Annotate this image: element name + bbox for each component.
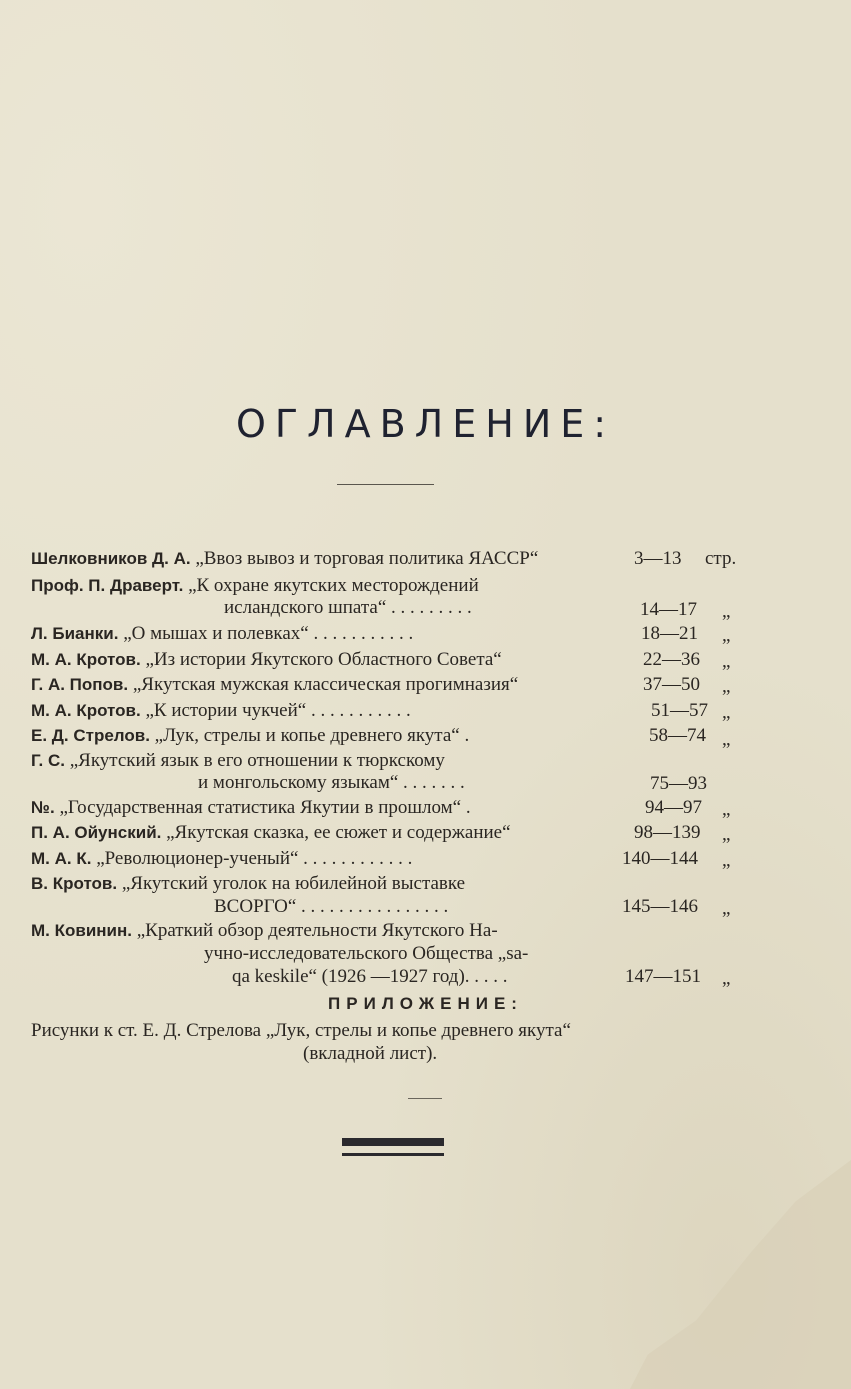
- toc-author: М. А. К.: [31, 849, 92, 868]
- ornament-rule-thick: [342, 1138, 444, 1146]
- toc-entry: [31, 822, 511, 844]
- appendix-title: ПРИЛОЖЕНИЕ:: [328, 994, 523, 1013]
- page-title: ОГЛАВЛЕНИЕ:: [235, 402, 616, 446]
- toc-title-continued: исландского шпата“ . . . . . . . . .: [224, 597, 472, 618]
- toc-title: „К истории чукчей“ . . . . . . . . . . .: [145, 700, 411, 721]
- toc-title: „Якутская мужская классическая прогимназия“: [132, 674, 519, 695]
- toc-pages: 75—93: [650, 773, 707, 794]
- toc-author: №.: [31, 798, 55, 817]
- torn-paper-corner: [630, 1160, 851, 1389]
- toc-unit: „: [722, 729, 731, 750]
- toc-title-continued: ВСОРГО“ . . . . . . . . . . . . . . . .: [214, 896, 449, 917]
- toc-entry: [31, 674, 518, 696]
- toc-unit: стр.: [705, 548, 737, 569]
- ornament-rule-thin: [342, 1153, 444, 1156]
- toc-pages: 37—50: [643, 674, 700, 695]
- toc-unit: „: [722, 850, 731, 871]
- toc-title: „Ввоз вывоз и торговая политика ЯАССР“: [195, 548, 539, 569]
- toc-title: „Из истории Якутского Областного Совета“: [145, 649, 502, 670]
- toc-author: Г. С.: [31, 751, 65, 770]
- toc-title: „О мышах и полевках“ . . . . . . . . . . .: [123, 623, 414, 644]
- toc-entry: [31, 725, 469, 747]
- toc-title: „Краткий обзор деятельности Якутского На-: [136, 920, 498, 941]
- toc-unit: „: [722, 601, 731, 622]
- toc-author: Е. Д. Стрелов.: [31, 726, 150, 745]
- toc-author: П. А. Ойунский.: [31, 823, 162, 842]
- toc-unit: „: [722, 968, 731, 989]
- toc-pages: 145—146: [622, 896, 698, 917]
- toc-title: „Государственная статистика Якутии в прошлом“ .: [59, 797, 471, 818]
- divider-short: [408, 1098, 442, 1099]
- toc-pages: 3—13: [634, 548, 682, 569]
- toc-entry: [31, 700, 411, 722]
- toc-entry: [31, 623, 413, 645]
- title-divider: [337, 484, 434, 485]
- toc-author: М. Ковинин.: [31, 921, 132, 940]
- toc-title: „Лук, стрелы и копье древнего якута“ .: [154, 725, 470, 746]
- toc-author: Проф. П. Драверт.: [31, 576, 184, 595]
- toc-pages: 51—57: [651, 700, 708, 721]
- toc-pages: 22—36: [643, 649, 700, 670]
- toc-title-continued: учно-исследовательского Общества „sa-: [204, 943, 529, 964]
- toc-author: Шелковников Д. А.: [31, 549, 191, 568]
- toc-entry: [31, 575, 479, 597]
- toc-author: Г. А. Попов.: [31, 675, 129, 694]
- toc-title: „Якутский уголок на юбилейной выставке: [121, 873, 466, 894]
- toc-title-continued: qa keskile“ (1926 —1927 год). . . . .: [232, 966, 508, 987]
- toc-pages: 14—17: [640, 599, 697, 620]
- toc-unit: „: [722, 676, 731, 697]
- toc-author: Л. Бианки.: [31, 624, 119, 643]
- toc-author: В. Кротов.: [31, 874, 118, 893]
- toc-unit: „: [722, 824, 731, 845]
- toc-unit: „: [722, 702, 731, 723]
- toc-pages: 98—139: [634, 822, 701, 843]
- toc-entry: [31, 649, 502, 671]
- toc-entry: [31, 750, 445, 772]
- toc-entry: [31, 548, 538, 570]
- toc-title: „Революционер-ученый“ . . . . . . . . . . . .: [96, 848, 413, 869]
- toc-entry: [31, 848, 412, 870]
- toc-pages: 18—21: [641, 623, 698, 644]
- toc-pages: 147—151: [625, 966, 701, 987]
- toc-author: М. А. Кротов.: [31, 701, 141, 720]
- toc-title: „К охране якутских месторождений: [188, 575, 479, 596]
- toc-author: М. А. Кротов.: [31, 650, 141, 669]
- toc-unit: „: [722, 898, 731, 919]
- toc-unit: „: [722, 799, 731, 820]
- appendix-line: (вкладной лист).: [303, 1043, 438, 1064]
- toc-entry: [31, 873, 465, 895]
- toc-pages: 140—144: [622, 848, 698, 869]
- toc-title-continued: и монгольскому языкам“ . . . . . . .: [198, 772, 465, 793]
- toc-entry: [31, 797, 471, 819]
- toc-pages: 58—74: [649, 725, 706, 746]
- toc-unit: „: [722, 651, 731, 672]
- toc-entry: [31, 920, 498, 942]
- toc-pages: 94—97: [645, 797, 702, 818]
- toc-title: „Якутская сказка, ее сюжет и содержание“: [166, 822, 511, 843]
- toc-unit: „: [722, 625, 731, 646]
- toc-title: „Якутский язык в его отношении к тюркскому: [69, 750, 445, 771]
- appendix-line: Рисунки к ст. Е. Д. Стрелова „Лук, стрелы и копье древнего якута“: [31, 1020, 571, 1041]
